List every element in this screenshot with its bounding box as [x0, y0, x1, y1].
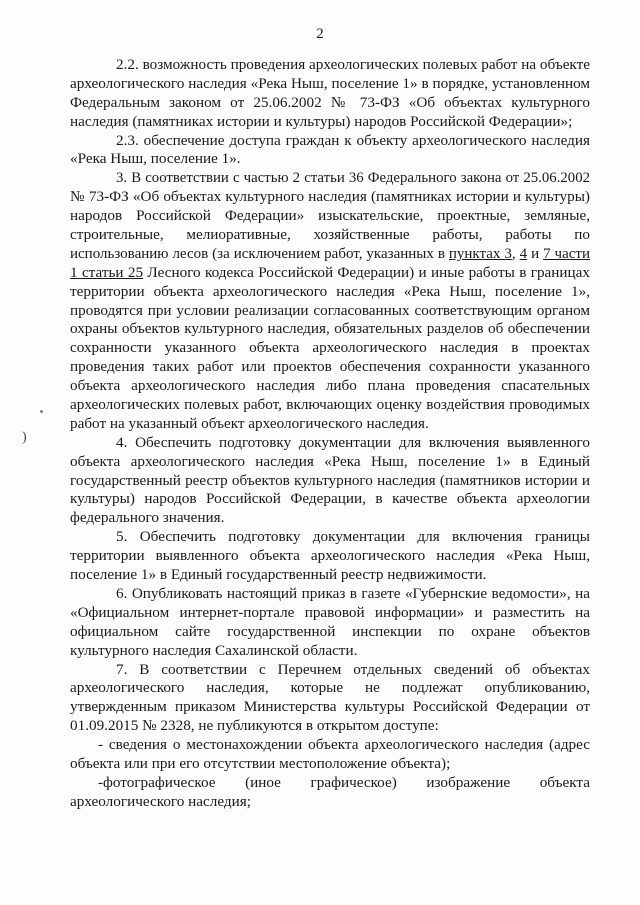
text-line: государственный реестр объектов культурного наследия (памятников истории и — [70, 471, 590, 489]
document-body — [70, 56, 590, 812]
text-line: объекта археологического наследия либо плана проведения спасательных — [70, 377, 590, 395]
text-line: 5. Обеспечить подготовку документации для включения границы — [116, 528, 590, 546]
text-line: 4. Обеспечить подготовку документации для включения выявленного — [116, 433, 590, 451]
text-line: использованию лесов (за исключением работ, указанных в пунктах 3, 4 и 7 части — [70, 245, 590, 262]
text-line: проводятся при условии реализации согласованных соответствующим органом — [70, 301, 590, 319]
text-line: объекта археологического наследия «Река Ныш, поселение 1» в Единый — [70, 452, 590, 470]
text-line: утвержденным приказом Министерства культуры Российской Федерации от — [70, 698, 590, 716]
text-line: культуры) народов Российской Федерации, в качестве объекта археологии — [70, 490, 590, 508]
text-line: 01.09.2015 № 2328, не публикуются в открытом доступе: — [70, 717, 439, 735]
text-line: 3. В соответствии с частью 2 статьи 36 Федерального закона от 25.06.2002 — [116, 170, 590, 187]
text-line: охраны объектов культурного наследия, обязательных разделов об обеспечении — [70, 320, 590, 338]
margin-mark: ) — [22, 430, 27, 445]
margin-mark-dot — [40, 410, 43, 413]
text-line: территории выявленного объекта археологического наследия «Река Ныш, — [70, 547, 590, 565]
text-line: культурного наследия Сахалинской области. — [70, 641, 358, 659]
text-line: территории объекта археологического наследия «Река Ныш, поселение 1», — [70, 282, 590, 300]
text-line: археологического наследия; — [70, 792, 251, 810]
text-line: 6. Опубликовать настоящий приказ в газете «Губернские ведомости», на — [116, 584, 590, 602]
text-line: 7. В соответствии с Перечнем отдельных сведений об объектах — [116, 660, 590, 678]
text-line: федерального значения. — [70, 509, 225, 527]
text-line: народов Российской Федерации» изыскательские, проектные, земляные, — [70, 207, 590, 225]
text-line: - сведения о местонахождении объекта археологического наследия (адрес — [98, 736, 590, 754]
text-line: 2.3. обеспечение доступа граждан к объекту археологического наследия — [116, 131, 590, 149]
text-line: объекта или при его отсутствии местоположение объекта); — [70, 754, 451, 772]
page-number: 2 — [316, 26, 324, 42]
text-line: археологического наследия «Река Ныш, поселение 1» в порядке, установленном — [70, 74, 590, 92]
text-line: строительные, мелиоративные, хозяйственные работы, работы по — [70, 226, 590, 244]
text-line: археологического наследия, которые не подлежат опубликованию, — [70, 679, 590, 697]
text-line: -фотографическое (иное графическое) изображение объекта — [98, 773, 590, 791]
text-line: наследия (памятниках истории и культуры) народов Российской Федерации»; — [70, 112, 573, 130]
text-line: «Река Ныш, поселение 1». — [70, 150, 241, 168]
text-line: Федеральным законом от 25.06.2002 № 73-ФЗ «Об объектах культурного — [70, 93, 590, 111]
text-line: проведения таких работ или проектов обеспечения сохранности указанного — [70, 358, 590, 376]
text-line: 2.2. возможность проведения археологических полевых работ на объекте — [116, 56, 590, 73]
text-line: «Официальном интернет-портале правовой информации» и разместить на — [70, 603, 590, 621]
text-line: официальном сайте государственной инспекции по охране объектов — [70, 622, 590, 640]
text-line: сохранности указанного объекта археологического наследия в проектах — [70, 339, 590, 357]
text-line: № 73-ФЗ «Об объектах культурного наследия (памятниках истории и культуры) — [70, 188, 590, 206]
text-line: археологических полевых работ, включающих оценку воздействия проводимых — [70, 396, 590, 414]
text-line: поселение 1» в Единый государственный реестр недвижимости. — [70, 566, 487, 584]
text-line: 1 статьи 25 Лесного кодекса Российской Федерации) и иные работы в границах — [70, 263, 590, 281]
text-line: работ на указанный объект археологического наследия. — [70, 414, 429, 432]
